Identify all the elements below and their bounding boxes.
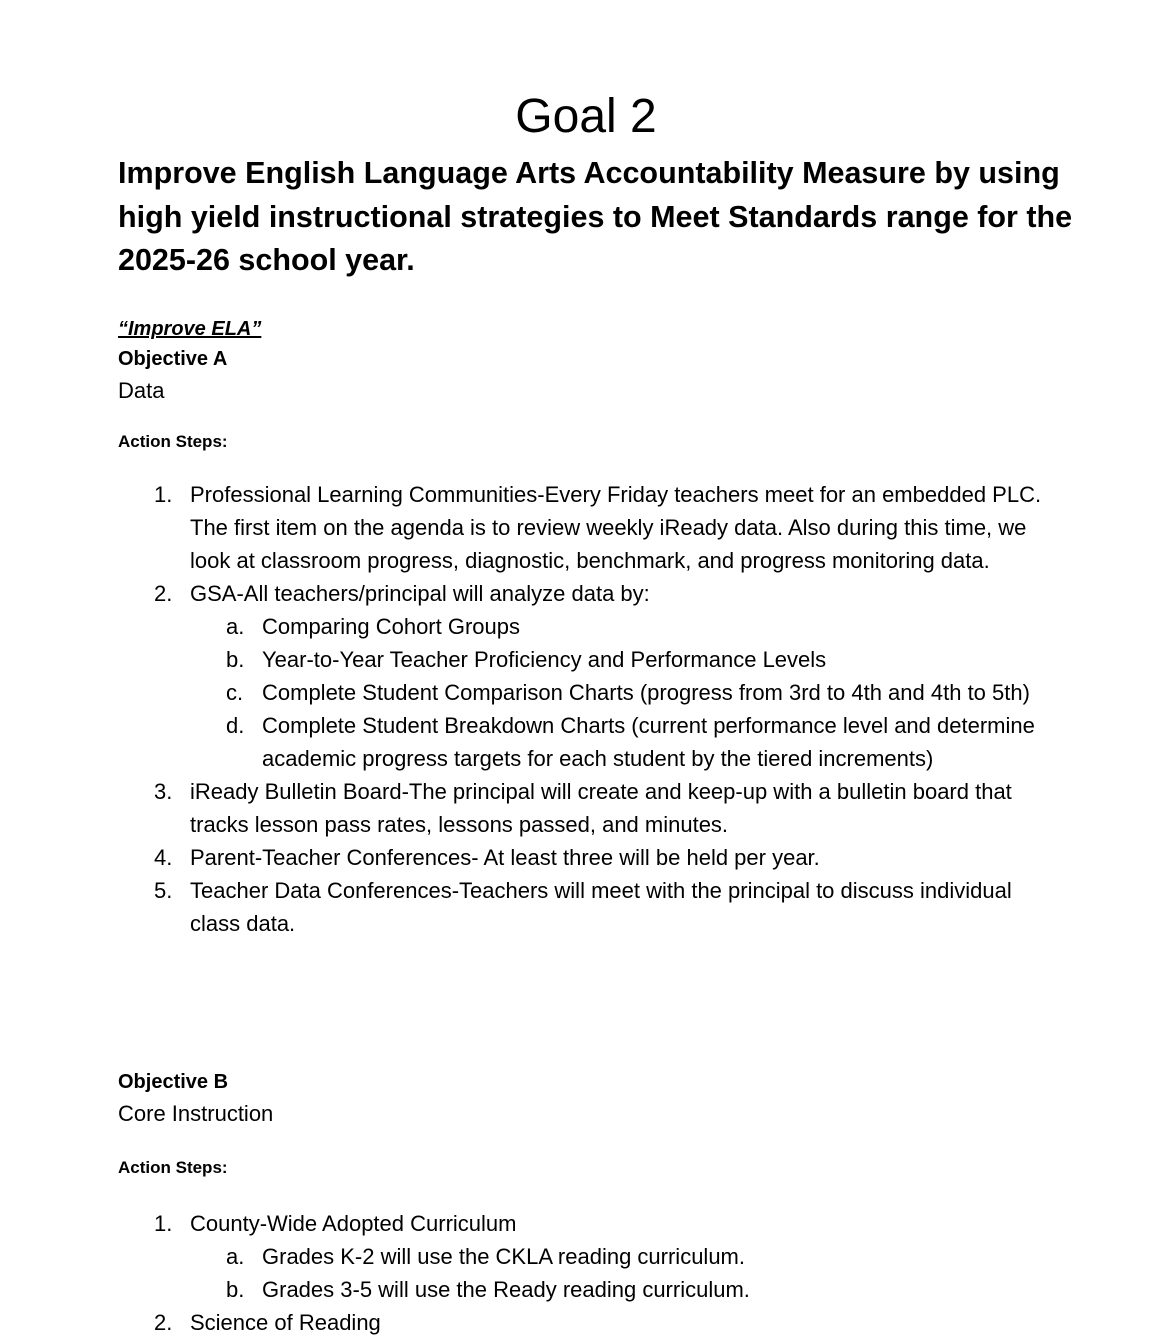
sub-list-marker: a. — [226, 614, 245, 639]
list-marker: 1. — [154, 1211, 173, 1236]
objective-b-label: Objective B — [118, 1071, 229, 1093]
objective-a-name: Data — [118, 378, 165, 403]
list-marker: 5. — [154, 878, 173, 903]
sub-list-item-text: Complete Student Breakdown Charts (current performance level and determine academic progress targets for each student by the tiered increments) — [262, 713, 1035, 771]
list-item-text: County-Wide Adopted Curriculum — [190, 1211, 517, 1236]
sub-list-marker: b. — [226, 647, 245, 672]
sub-list-marker: b. — [226, 1277, 245, 1302]
goal-statement: Improve English Language Arts Accountability Measure by using high yield instructional strategies to Meet Standards range for the 2025-26 school year. — [118, 156, 1073, 277]
sub-list-item-text: Complete Student Comparison Charts (progress from 3rd to 4th and 4th to 5th) — [262, 680, 1030, 705]
sub-list-item — [0, 1240, 1162, 1273]
objective-b-steps-list — [0, 1207, 1162, 1339]
list-item-text: Science of Reading — [190, 1310, 381, 1335]
sub-list-item-text: Comparing Cohort Groups — [262, 614, 521, 639]
list-item — [0, 577, 1162, 610]
goal-short-label: “Improve ELA” — [118, 318, 262, 340]
list-item — [0, 1207, 1162, 1240]
objective-b-steps-label: Action Steps: — [118, 1158, 228, 1177]
list-item — [0, 478, 1162, 577]
list-marker: 2. — [154, 581, 173, 606]
list-item — [0, 841, 1162, 874]
list-item-text: GSA-All teachers/principal will analyze data by: — [190, 581, 650, 606]
sub-list-item-text: Year-to-Year Teacher Proficiency and Performance Levels — [262, 647, 827, 672]
objective-a-label: Objective A — [118, 348, 228, 370]
list-marker: 4. — [154, 845, 173, 870]
sub-list-marker: c. — [226, 680, 244, 705]
sub-list-item-text: Grades K-2 will use the CKLA reading curriculum. — [262, 1244, 745, 1269]
list-item — [0, 775, 1162, 841]
sub-list-item — [0, 1273, 1162, 1306]
page-title: Goal 2 — [515, 90, 657, 143]
list-item-text: Teacher Data Conferences-Teachers will meet with the principal to discuss individual class data. — [190, 878, 1012, 936]
objective-a-steps-label: Action Steps: — [118, 432, 228, 451]
sub-list-item — [0, 643, 1162, 676]
list-item-text: iReady Bulletin Board-The principal will create and keep-up with a bulletin board that tracks lesson pass rates, lessons passed, and minutes. — [190, 779, 1012, 837]
list-item-text: Professional Learning Communities-Every Friday teachers meet for an embedded PLC. The first item on the agenda is to review weekly iReady data. Also during this time, we look at classroom progress, diagnostic, benchmark, and progress monitoring data. — [190, 482, 1042, 573]
sub-list-item — [0, 676, 1162, 709]
objective-a-steps-list — [0, 478, 1162, 940]
list-item — [0, 1306, 1162, 1339]
sub-list-marker: a. — [226, 1244, 245, 1269]
list-marker: 3. — [154, 779, 173, 804]
list-marker: 2. — [154, 1310, 173, 1335]
sub-list-item — [0, 610, 1162, 643]
list-item — [0, 874, 1162, 940]
list-marker: 1. — [154, 482, 173, 507]
sub-list-item-text: Grades 3-5 will use the Ready reading curriculum. — [262, 1277, 750, 1302]
objective-b-name: Core Instruction — [118, 1101, 274, 1126]
sub-list-item — [0, 709, 1162, 775]
list-item-text: Parent-Teacher Conferences- At least three will be held per year. — [190, 845, 820, 870]
sub-list-marker: d. — [226, 713, 245, 738]
